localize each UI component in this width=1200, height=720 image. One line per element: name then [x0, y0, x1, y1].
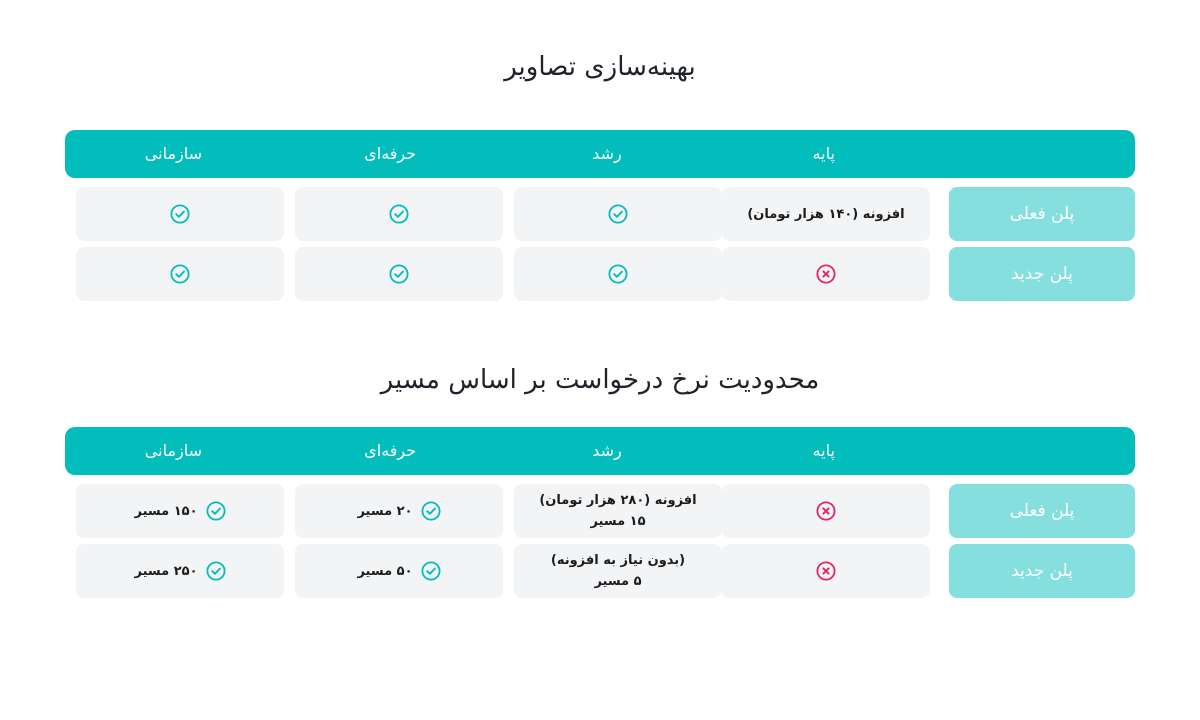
cell-line: ۲۰ مسیر	[357, 503, 413, 519]
cell	[722, 187, 930, 241]
header-plan-growth: رشد	[592, 441, 622, 460]
cross-circle-icon	[816, 264, 836, 284]
table-header-row	[65, 427, 1135, 475]
cell	[295, 544, 503, 598]
rate-limit-table	[65, 427, 1135, 598]
header-plan-basic: پایه	[812, 144, 835, 163]
section-title-rate-limit: محدودیت نرخ درخواست بر اساس مسیر	[380, 365, 820, 395]
cell	[76, 187, 284, 241]
cross-circle-icon	[816, 561, 836, 581]
cell-content	[357, 501, 440, 522]
row-label-new-plan: پلن جدید	[949, 247, 1135, 301]
check-circle-icon	[206, 501, 226, 521]
cell-line: افزونه (۱۴۰ هزار تومان)	[747, 206, 905, 222]
check-circle-icon	[608, 204, 628, 224]
cell-text	[747, 204, 904, 225]
check-circle-icon	[170, 264, 190, 284]
cell	[514, 187, 722, 241]
cell-line: افزونه (۲۸۰ هزار تومان)	[539, 493, 697, 508]
cell-content	[357, 561, 440, 582]
cell-line: ۱۵ مسیر	[590, 514, 646, 529]
cell-line: (بدون نیاز به افزونه)	[550, 553, 686, 568]
check-circle-icon	[389, 204, 409, 224]
cell-content	[135, 501, 226, 522]
section-title-image-optimization: بهینه‌سازی تصاویر	[504, 52, 696, 82]
header-plan-growth: رشد	[592, 144, 622, 163]
header-plan-basic: پایه	[812, 441, 835, 460]
cell-text	[551, 550, 685, 592]
table-row-current-plan	[65, 484, 1135, 538]
cell	[514, 544, 722, 598]
header-plan-enterprise: سازمانی	[144, 441, 203, 460]
cell-line: ۱۵۰ مسیر	[134, 503, 198, 519]
cell-text	[135, 561, 198, 582]
check-circle-icon	[170, 204, 190, 224]
cell-content	[135, 561, 226, 582]
cell	[722, 247, 930, 301]
cell	[76, 544, 284, 598]
cell	[295, 247, 503, 301]
cell	[722, 544, 930, 598]
cell	[76, 247, 284, 301]
cell	[514, 484, 722, 538]
check-circle-icon	[421, 501, 441, 521]
table-row-new-plan	[65, 544, 1135, 598]
cell-line: ۵ مسیر	[594, 574, 642, 589]
cell	[722, 484, 930, 538]
table-row-new-plan	[65, 247, 1135, 301]
row-label-current-plan: پلن فعلی	[949, 484, 1135, 538]
cell-text	[539, 490, 696, 532]
table-row-current-plan	[65, 187, 1135, 241]
cell	[514, 247, 722, 301]
cell-text	[357, 561, 412, 582]
cross-circle-icon	[816, 501, 836, 521]
check-circle-icon	[421, 561, 441, 581]
header-plan-enterprise: سازمانی	[144, 144, 203, 163]
cell-line: ۵۰ مسیر	[357, 563, 413, 579]
check-circle-icon	[608, 264, 628, 284]
image-optimization-table	[65, 130, 1135, 301]
header-plan-pro: حرفه‌ای	[364, 144, 417, 163]
check-circle-icon	[389, 264, 409, 284]
cell	[76, 484, 284, 538]
cell-text	[357, 501, 412, 522]
cell	[295, 187, 503, 241]
row-label-new-plan: پلن جدید	[949, 544, 1135, 598]
header-plan-pro: حرفه‌ای	[364, 441, 417, 460]
table-header-row	[65, 130, 1135, 178]
row-label-current-plan: پلن فعلی	[949, 187, 1135, 241]
cell	[295, 484, 503, 538]
cell-text	[135, 501, 198, 522]
check-circle-icon	[206, 561, 226, 581]
cell-line: ۲۵۰ مسیر	[134, 563, 198, 579]
